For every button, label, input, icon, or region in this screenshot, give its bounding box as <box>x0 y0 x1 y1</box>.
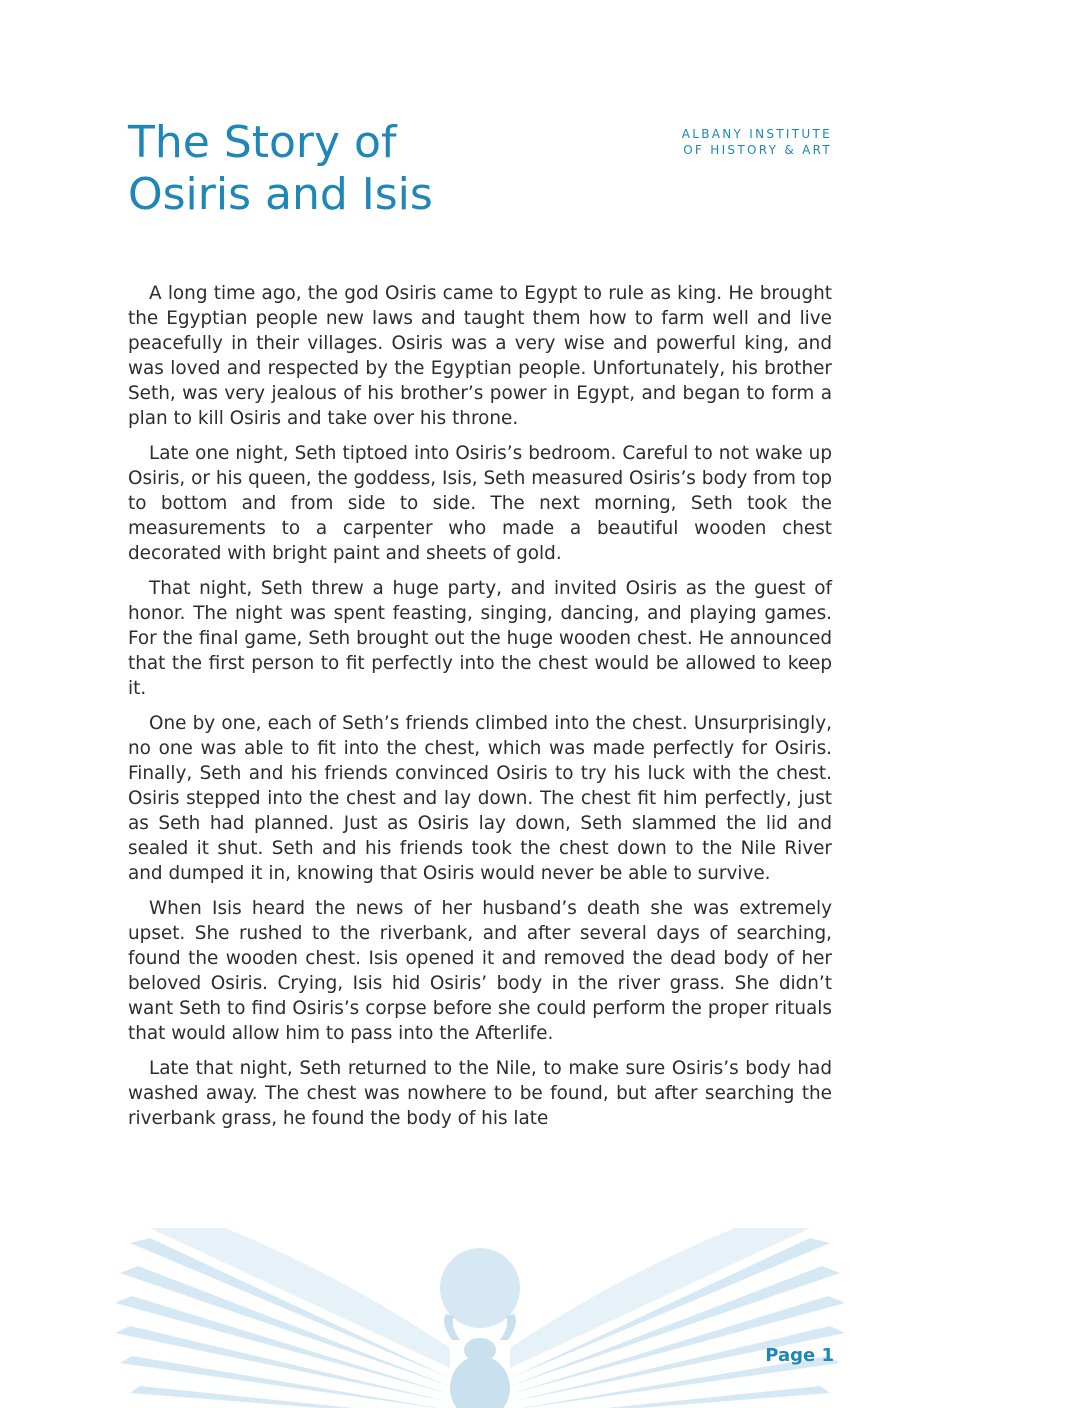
story-body <box>128 281 832 1141</box>
title-line-2: Osiris and Isis <box>128 169 433 220</box>
paragraph-1: A long time ago, the god Osiris came to Egypt to rule as king. He brought the Egyptian people new laws and taught them how to farm well and live peacefully in their villages. Osiris was a very wise and powerful king, and was loved and respected by the Egyptian people. Unfortunately, his brother Seth, was very jealous of his brother’s power in Egypt, and began to form a plan to kill Osiris and take over his throne. <box>128 283 832 429</box>
paragraph-5: When Isis heard the news of her husband’s death she was extremely upset. She rushed to the riverbank, and after several days of searching, found the wooden chest. Isis opened it and removed the dead body of her beloved Osiris. Crying, Isis hid Osiris’ body in the river grass. She didn’t want Seth to find Osiris’s corpse before she could perform the proper rituals that would allow him to pass into the Afterlife. <box>128 898 832 1044</box>
right-wing <box>510 1228 845 1408</box>
institution-line-2: OF HISTORY & ART <box>683 143 832 157</box>
paragraph-2: Late one night, Seth tiptoed into Osiris’s bedroom. Careful to not wake up Osiris, or his queen, the goddess, Isis, Seth measured Osiris’s body from top to bottom and from side to side. The next morning, Seth took the measurements to a carpenter who made a beautiful wooden chest decorated with bright paint and sheets of gold. <box>128 443 832 564</box>
title-line-1: The Story of <box>128 117 397 168</box>
institution-name <box>682 126 832 158</box>
left-wing <box>115 1228 450 1408</box>
paragraph-4: One by one, each of Seth’s friends climbed into the chest. Unsurprisingly, no one was able to fit into the chest, which was made perfectly for Osiris. Finally, Seth and his friends convinced Osiris to try his luck with the chest. Osiris stepped into the chest and lay down. The chest fit him perfectly, just as Seth had planned. Just as Osiris lay down, Seth slammed the lid and sealed it shut. Seth and his friends took the chest down to the Nile River and dumped it in, knowing that Osiris would never be able to survive. <box>128 713 832 884</box>
paragraph-3: That night, Seth threw a huge party, and invited Osiris as the guest of honor. The night was spent feasting, singing, dancing, and playing games. For the final game, Seth brought out the huge wooden chest. He announced that the first person to fit perfectly into the chest would be allowed to keep it. <box>128 578 832 699</box>
winged-scarab-icon <box>100 1228 860 1408</box>
paragraph-6: Late that night, Seth returned to the Nile, to make sure Osiris’s body had washed away. The chest was nowhere to be found, but after searching the riverbank grass, he found the body of his late <box>128 1058 832 1129</box>
institution-line-1: ALBANY INSTITUTE <box>681 127 832 141</box>
page-number: Page 1 <box>765 1345 834 1366</box>
page-title <box>128 117 588 221</box>
